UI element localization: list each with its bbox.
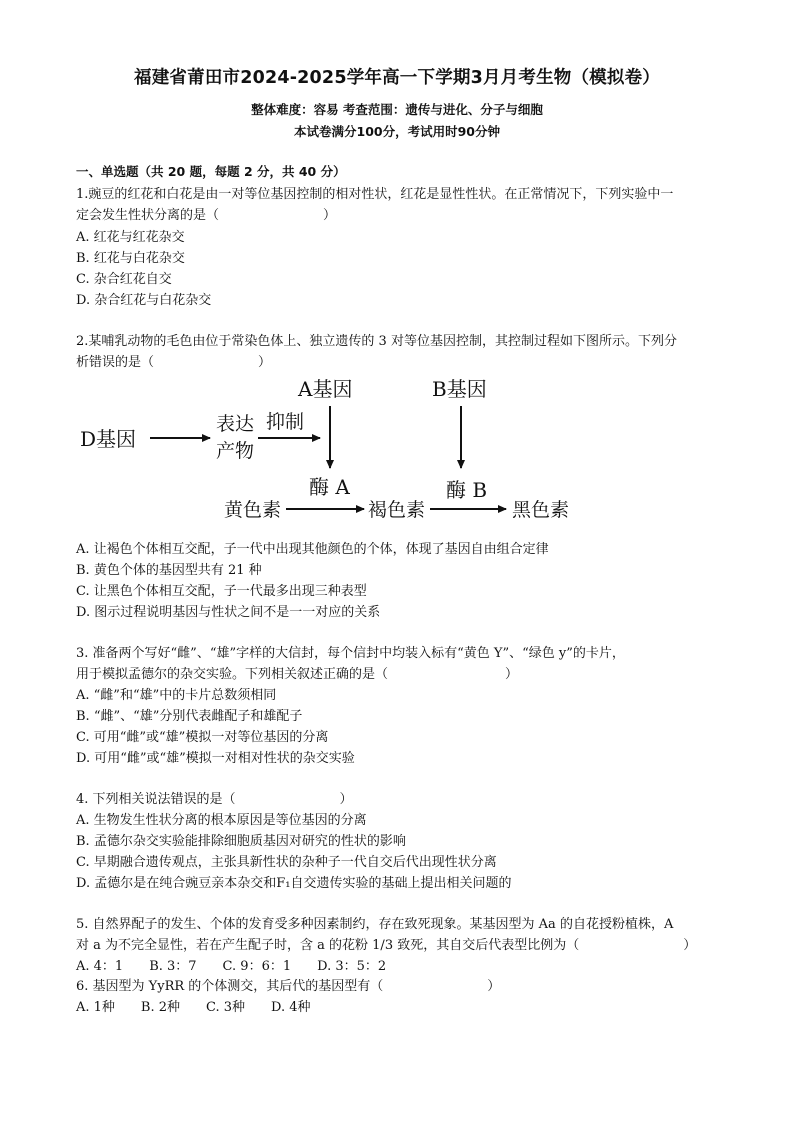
q3-option-c: C. 可用“雌”或“雄”模拟一对等位基因的分离 — [76, 730, 329, 745]
enzyme-a-label: 酶 A — [309, 475, 350, 499]
exam-title: 福建省莆田市2024-2025学年高一下学期3月月考生物（模拟卷） — [134, 68, 660, 88]
q5-stem-line2: 对 a 为不完全显性，若在产生配子时，含 a 的花粉 1/3 致死，其自交后代表型比例为（ ） — [76, 938, 697, 953]
q2-stem-line1: 2.某哺乳动物的毛色由位于常染色体上、独立遗传的 3 对等位基因控制，其控制过程如下图所示。下列分 — [76, 334, 677, 349]
section-heading: 一、单选题（共 20 题，每题 2 分，共 40 分） — [76, 164, 346, 179]
q2-option-b: B. 黄色个体的基因型共有 21 种 — [76, 563, 262, 578]
pigment-pathway-diagram — [76, 372, 596, 528]
q4-option-a: A. 生物发生性状分离的根本原因是等位基因的分离 — [76, 813, 367, 828]
enzyme-b-label: 酶 B — [446, 478, 488, 502]
q3-option-b: B. “雌”、“雄”分别代表雌配子和雄配子 — [76, 709, 303, 724]
q3-option-d: D. 可用“雌”或“雄”模拟一对相对性状的杂交实验 — [76, 751, 355, 766]
q6-stem: 6. 基因型为 YyRR 的个体测交，其后代的基因型有（ ） — [76, 979, 501, 994]
product-label-line1: 表达 — [216, 413, 255, 435]
q2-option-c: C. 让黑色个体相互交配，子一代最多出现三种表型 — [76, 584, 367, 599]
b-gene-label: B基因 — [432, 377, 487, 401]
inhibit-label: 抑制 — [266, 411, 305, 433]
black-pigment-label: 黑色素 — [512, 499, 570, 521]
q2-option-a: A. 让褐色个体相互交配，子一代中出现其他颜色的个体，体现了基因自由组合定律 — [76, 542, 549, 557]
q2-stem-line2: 析错误的是（ ） — [76, 355, 272, 370]
q5-options: A. 4：1 B. 3：7 C. 9：6：1 D. 3：5：2 — [76, 959, 387, 974]
q1-stem-line1: 1.豌豆的红花和白花是由一对等位基因控制的相对性状，红花是显性性状。在正常情况下，下列实验中一 — [76, 187, 674, 202]
q3-option-a: A. “雌”和“雄”中的卡片总数须相同 — [76, 688, 277, 703]
brown-pigment-label: 褐色素 — [368, 499, 426, 521]
q3-stem-line1: 3. 准备两个写好“雌”、“雄”字样的大信封，每个信封中均装入标有“黄色 Y”、“绿色 y”的卡片， — [76, 646, 625, 661]
difficulty-scope: 整体难度：容易 考查范围：遗传与进化、分子与细胞 — [251, 102, 543, 117]
q6-options: A. 1种 B. 2种 C. 3种 D. 4种 — [76, 1000, 311, 1015]
q4-stem: 4. 下列相关说法错误的是（ ） — [76, 792, 353, 807]
q3-stem-line2: 用于模拟孟德尔的杂交实验。下列相关叙述正确的是（ ） — [76, 667, 519, 682]
q1-option-c: C. 杂合红花自交 — [76, 272, 172, 287]
q1-option-d: D. 杂合红花与白花杂交 — [76, 293, 212, 308]
product-label-line2: 产物 — [216, 440, 255, 462]
q5-stem-line1: 5. 自然界配子的发生、个体的发育受多种因素制约，存在致死现象。某基因型为 Aa 的自花授粉植株，A — [76, 917, 674, 932]
q1-stem-line2: 定会发生性状分离的是（ ） — [76, 208, 337, 223]
q1-option-a: A. 红花与红花杂交 — [76, 230, 185, 245]
yellow-pigment-label: 黄色素 — [224, 499, 282, 521]
q4-option-c: C. 早期融合遗传观点，主张具新性状的杂种子一代自交后代出现性状分离 — [76, 855, 497, 870]
d-gene-label: D基因 — [80, 427, 137, 451]
q1-option-b: B. 红花与白花杂交 — [76, 251, 185, 266]
q2-option-d: D. 图示过程说明基因与性状之间不是一一对应的关系 — [76, 605, 381, 620]
q4-option-b: B. 孟德尔杂交实验能排除细胞质基因对研究的性状的影响 — [76, 834, 406, 849]
score-time: 本试卷满分100分，考试用时90分钟 — [294, 124, 500, 139]
q4-option-d: D. 孟德尔是在纯合豌豆亲本杂交和F₁自交遗传实验的基础上提出相关问题的 — [76, 876, 512, 891]
a-gene-label: A基因 — [298, 377, 353, 401]
